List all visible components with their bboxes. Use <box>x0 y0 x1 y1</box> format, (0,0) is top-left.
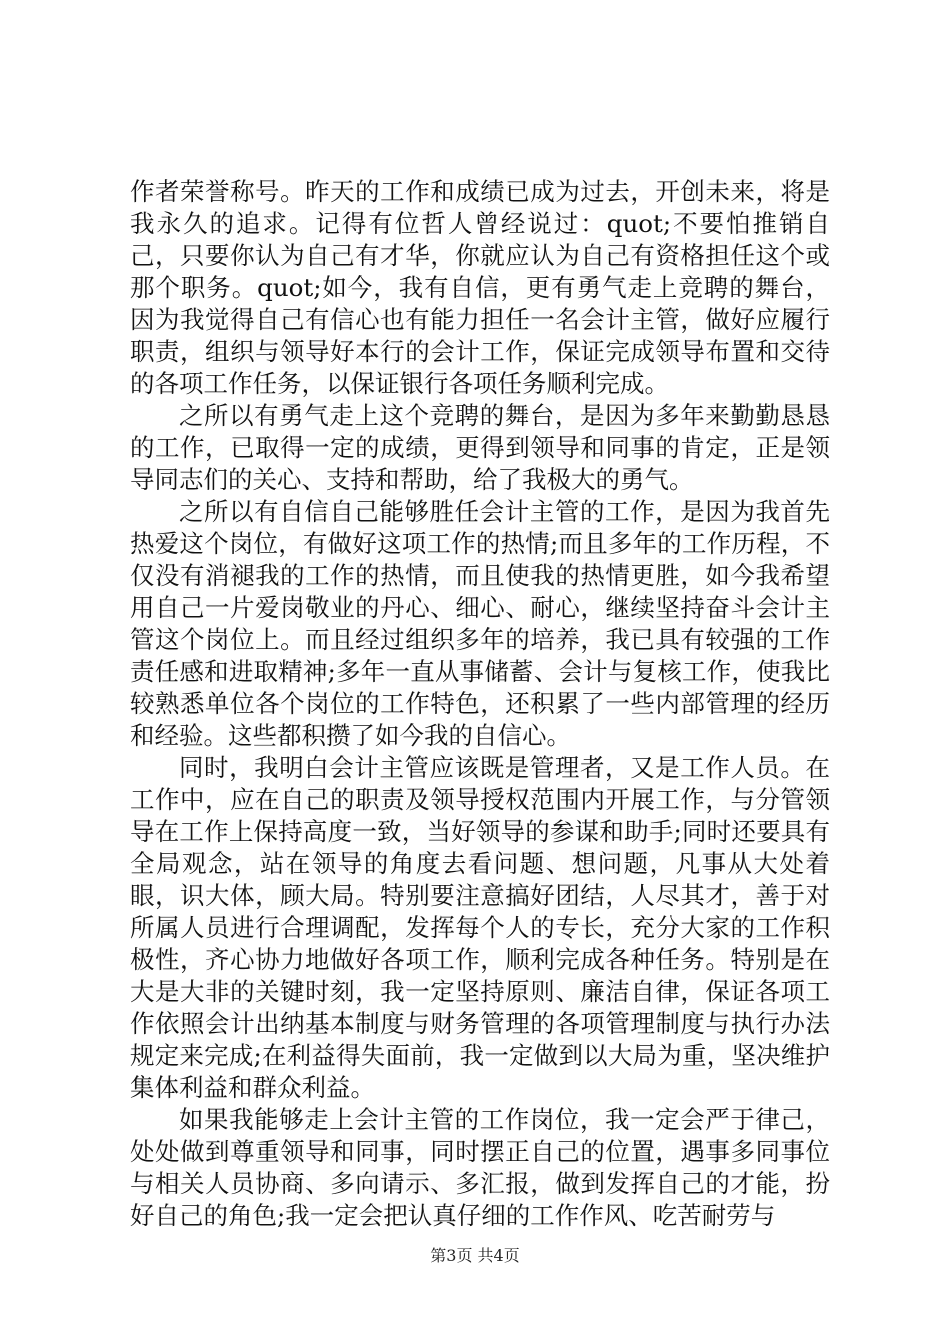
paragraph-2: 之所以有勇气走上这个竞聘的舞台，是因为多年来勤勤恳恳的工作，已取得一定的成绩，更得到领导和同事的肯定，正是领导同志们的关心、支持和帮助，给了我极大的勇气。 <box>130 401 830 494</box>
document-body <box>130 176 830 1232</box>
paragraph-4: 同时，我明白会计主管应该既是管理者，又是工作人员。在工作中，应在自己的职责及领导授权范围内开展工作，与分管领导在工作上保持高度一致，当好领导的参谋和助手;同时还要具有全局观念，站在领导的角度去看问题、想问题，凡事从大处着眼，识大体，顾大局。特别要注意搞好团结，人尽其才，善于对所属人员进行合理调配，发挥每个人的专长，充分大家的工作积极性，齐心协力地做好各项工作，顺利完成各种任务。特别是在大是大非的关键时刻，我一定坚持原则、廉洁自律，保证各项工作依照会计出纳基本制度与财务管理的各项管理制度与执行办法规定来完成;在利益得失面前，我一定做到以大局为重，坚决维护集体利益和群众利益。 <box>130 753 830 1102</box>
page-footer <box>0 1243 950 1266</box>
page-number-label: 第3页 共4页 <box>430 1246 520 1265</box>
paragraph-3: 之所以有自信自己能够胜任会计主管的工作，是因为我首先热爱这个岗位，有做好这项工作的热情;而且多年的工作历程，不仅没有消褪我的工作的热情，而且使我的热情更胜，如今我希望用自己一片爱岗敬业的丹心、细心、耐心，继续坚持奋斗会计主管这个岗位上。而且经过组织多年的培养，我已具有较强的工作责任感和进取精神;多年一直从事储蓄、会计与复核工作，使我比较熟悉单位各个岗位的工作特色，还积累了一些内部管理的经历和经验。这些都积攒了如今我的自信心。 <box>130 497 830 750</box>
paragraph-1: 作者荣誉称号。昨天的工作和成绩已成为过去，开创未来，将是我永久的追求。记得有位哲人曾经说过：quot;不要怕推销自己，只要你认为自己有才华，你就应认为自己有资格担任这个或那个职务。quot;如今，我有自信，更有勇气走上竞聘的舞台，因为我觉得自己有信心也有能力担任一名会计主管，做好应履行职责，组织与领导好本行的会计工作，保证完成领导布置和交待的各项工作任务，以保证银行各项任务顺利完成。 <box>130 177 830 398</box>
paragraph-5: 如果我能够走上会计主管的工作岗位，我一定会严于律己，处处做到尊重领导和同事，同时摆正自己的位置，遇事多同事位与相关人员协商、多向请示、多汇报，做到发挥自己的才能，扮好自己的角色;我一定会把认真仔细的工作作风、吃苦耐劳与 <box>130 1105 830 1230</box>
